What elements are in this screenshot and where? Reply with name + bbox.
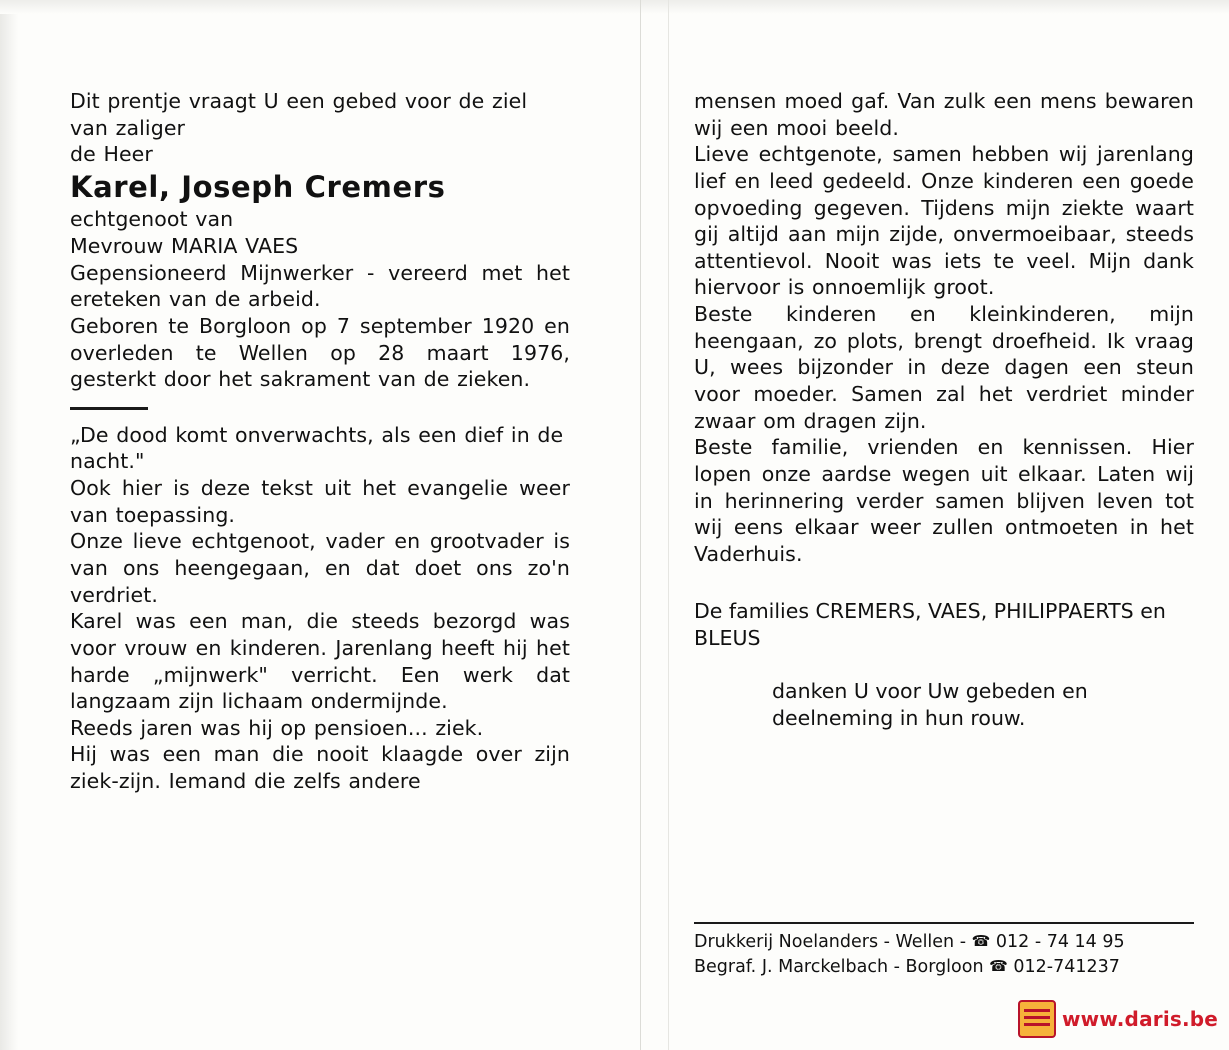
right-page: [694, 88, 1194, 732]
undertaker-phone: 012-741237: [1013, 956, 1120, 977]
phone-icon: ☎: [971, 932, 991, 950]
families-text: De families CREMERS, VAES, PHILIPPAERTS en BLEUS: [694, 598, 1166, 650]
card-fold-line: [640, 0, 641, 1050]
scripture-quote: „De dood komt onverwachts, als een dief in de nacht.": [70, 422, 564, 474]
watermark-url[interactable]: www.daris.be: [1062, 1007, 1219, 1031]
deceased-name: Karel, Joseph Cremers: [70, 169, 446, 204]
right-paragraph-4: Beste familie, vrienden en kennissen. Hier lopen onze aardse wegen uit elkaar. Laten wij in herinnering verder samen blijven leven tot wij eens elkaar weer zullen ontmoeten in het Vaderhuis.: [694, 435, 1194, 566]
spouse-label: echtgenoot van: [70, 207, 234, 232]
printer-phone: 012 - 74 14 95: [995, 932, 1125, 952]
intro-text: Dit prentje vraagt U een gebed voor de ziel van zaliger: [70, 89, 528, 140]
footer-divider: [694, 922, 1194, 924]
phone-icon: ☎: [989, 956, 1008, 975]
left-paragraph-2: Onze lieve echtgenoot, vader en grootvader is van ons heengegaan, en dat doet ons zo'n verdriet.: [70, 529, 570, 607]
left-paragraph-4: Reeds jaren was hij op pensioen... ziek.: [70, 715, 484, 740]
left-paragraph-1: Ook hier is deze tekst uit het evangelie weer van toepassing.: [70, 476, 570, 527]
site-watermark[interactable]: [1018, 1000, 1218, 1038]
left-paragraph-3: Karel was een man, die steeds bezorgd was voor vrouw en kinderen. Jarenlang heeft hij het harde „mijnwerk" verricht. Een werk dat langzaam zijn lichaam ondermijnde.: [70, 609, 570, 714]
right-paragraph-3: Beste kinderen en kleinkinderen, mijn heengaan, zo plots, brengt droefheid. Ik vraag U, wees bijzonder in deze dagen een steun voor moeder. Samen zal het verdriet minder zwaar om dragen zijn.: [694, 302, 1194, 433]
thanks-text: danken U voor Uw gebeden en deelneming in hun rouw.: [772, 678, 1088, 730]
life-dates-text: Geboren te Borgloon op 7 september 1920 en overleden te Wellen op 28 maart 1976, gesterkt door het sakrament van de zieken.: [70, 313, 570, 392]
printer-footer: [694, 922, 1194, 980]
title-prefix: de Heer: [70, 142, 153, 167]
spouse-name: Mevrouw MARIA VAES: [70, 233, 299, 258]
scan-edge-top: [0, 0, 1229, 14]
occupation-text: Gepensioneerd Mijnwerker - vereerd met het ereteken van de arbeid.: [70, 260, 570, 312]
printer-name: Drukkerij Noelanders - Wellen -: [694, 932, 967, 952]
card-fold-line-secondary: [668, 0, 669, 1050]
right-paragraph-2: Lieve echtgenote, samen hebben wij jarenlang lief en leed gedeeld. Onze kinderen een goede opvoeding gegeven. Tijdens mijn ziekte waart gij altijd aan mijn zijde, onvermoeibaar, steeds attentievol. Nooit was iets te veel. Mijn dank hiervoor is onnoemlijk groot.: [694, 142, 1194, 300]
printer-line: [694, 930, 1194, 955]
daris-logo-icon: [1018, 1000, 1056, 1038]
left-page: [70, 88, 570, 795]
undertaker-line: [694, 955, 1194, 980]
divider-rule: [70, 407, 148, 410]
left-paragraph-5: Hij was een man die nooit klaagde over zijn ziek-zijn. Iemand die zelfs andere: [70, 742, 570, 794]
right-paragraph-1: mensen moed gaf. Van zulk een mens bewaren wij een mooi beeld.: [694, 89, 1194, 140]
scan-edge-left: [0, 0, 18, 1050]
undertaker-name: Begraf. J. Marckelbach - Borgloon: [694, 956, 984, 977]
